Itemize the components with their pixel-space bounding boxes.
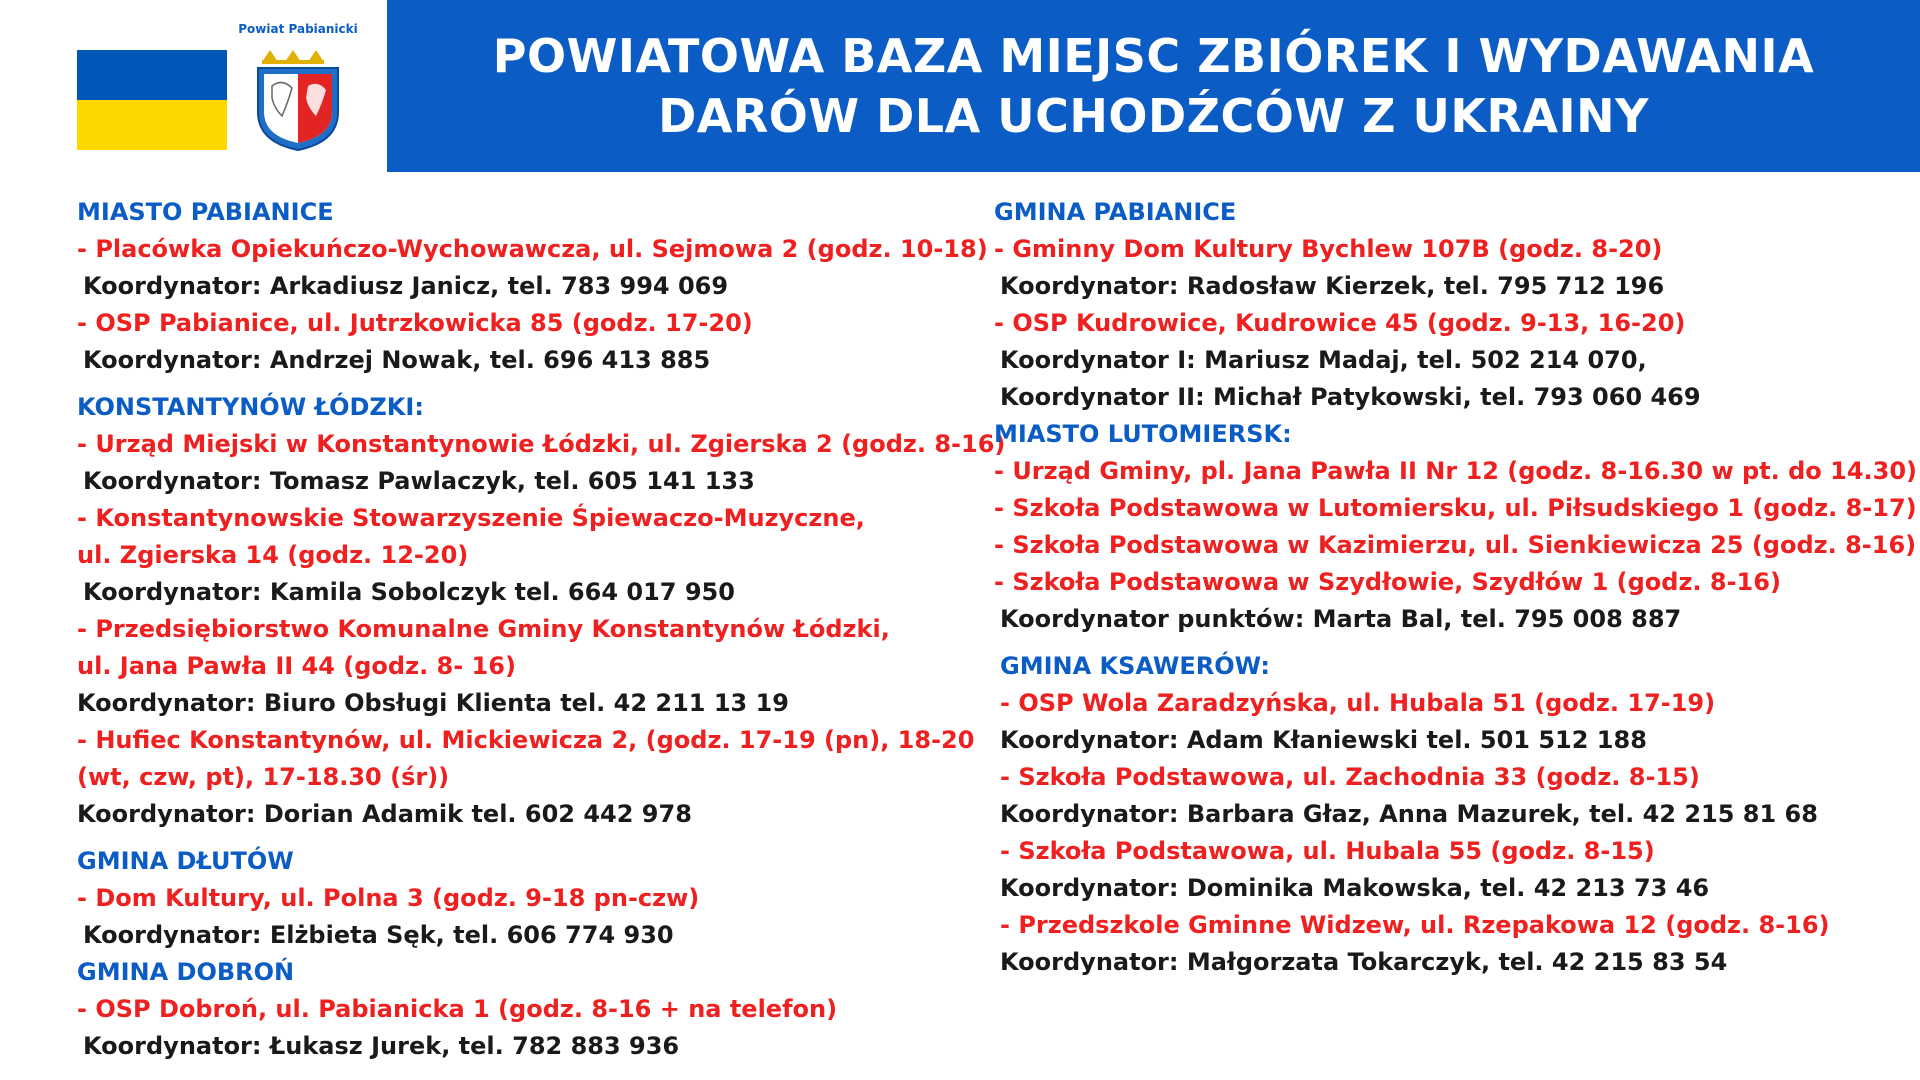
location-line: - OSP Wola Zaradzyńska, ul. Hubala 51 (godz. 17-19)	[1000, 689, 1716, 717]
location-line: - Urząd Miejski w Konstantynowie Łódzki, ul. Zgierska 2 (godz. 8-16)	[77, 430, 1006, 458]
title-banner	[387, 0, 1920, 172]
location-line: - Hufiec Konstantynów, ul. Mickiewicza 2, (godz. 17-19 (pn), 18-20	[77, 726, 975, 754]
flag-yellow-stripe	[77, 100, 227, 150]
page-title-line-2: DARÓW DLA UCHODŹCÓW Z UKRAINY	[658, 89, 1649, 143]
section-heading: GMINA KSAWERÓW:	[1000, 652, 1270, 680]
page-title-line-1: POWIATOWA BAZA MIEJSC ZBIÓREK I WYDAWANIA	[492, 29, 1815, 83]
right-column	[994, 194, 1918, 981]
ukraine-flag	[77, 50, 227, 150]
coordinator-line: Koordynator punktów: Marta Bal, tel. 795 008 887	[1000, 605, 1682, 633]
location-line: - OSP Kudrowice, Kudrowice 45 (godz. 9-13, 16-20)	[994, 309, 1686, 337]
left-column	[77, 194, 1006, 1065]
location-line: - Szkoła Podstawowa w Szydłowie, Szydłów 1 (godz. 8-16)	[994, 568, 1781, 596]
coordinator-line: Koordynator II: Michał Patykowski, tel. 793 060 469	[1000, 383, 1701, 411]
section-heading: GMINA DOBROŃ	[77, 958, 295, 986]
coordinator-line: Koordynator: Łukasz Jurek, tel. 782 883 936	[83, 1032, 680, 1060]
location-line: - Konstantynowskie Stowarzyszenie Śpiewaczo-Muzyczne,	[77, 504, 865, 532]
location-line: - Szkoła Podstawowa, ul. Zachodnia 33 (godz. 8-15)	[1000, 763, 1700, 791]
section-heading: MIASTO PABIANICE	[77, 198, 334, 226]
location-line: - Przedszkole Gminne Widzew, ul. Rzepakowa 12 (godz. 8-16)	[1000, 911, 1830, 939]
section-heading: GMINA DŁUTÓW	[77, 847, 294, 875]
location-line: - OSP Dobroń, ul. Pabianicka 1 (godz. 8-16 + na telefon)	[77, 995, 838, 1023]
coordinator-line: Koordynator: Adam Kłaniewski tel. 501 512 188	[1000, 726, 1647, 754]
section-heading: GMINA PABIANICE	[994, 198, 1237, 226]
logo-text: Powiat Pabianicki	[238, 22, 358, 36]
location-line: - Szkoła Podstawowa w Kazimierzu, ul. Sienkiewicza 25 (godz. 8-16)	[994, 531, 1917, 559]
location-line: - Dom Kultury, ul. Polna 3 (godz. 9-18 pn-czw)	[77, 884, 700, 912]
section-heading: MIASTO LUTOMIERSK:	[994, 420, 1292, 448]
coordinator-line: Koordynator: Arkadiusz Janicz, tel. 783 994 069	[83, 272, 729, 300]
location-line: - Urząd Gminy, pl. Jana Pawła II Nr 12 (godz. 8-16.30 w pt. do 14.30)	[994, 457, 1918, 485]
coordinator-line: Koordynator: Andrzej Nowak, tel. 696 413 885	[83, 346, 711, 374]
location-line: ul. Jana Pawła II 44 (godz. 8- 16)	[77, 652, 516, 680]
powiat-logo	[238, 22, 358, 162]
location-line: - Szkoła Podstawowa, ul. Hubala 55 (godz. 8-15)	[1000, 837, 1655, 865]
location-line: (wt, czw, pt), 17-18.30 (śr))	[77, 763, 450, 791]
location-line: - OSP Pabianice, ul. Jutrzkowicka 85 (godz. 17-20)	[77, 309, 753, 337]
coordinator-line: Koordynator: Elżbieta Sęk, tel. 606 774 930	[83, 921, 674, 949]
location-line: - Placówka Opiekuńczo-Wychowawcza, ul. Sejmowa 2 (godz. 10-18)	[77, 235, 988, 263]
coordinator-line: Koordynator: Dorian Adamik tel. 602 442 978	[77, 800, 692, 828]
coordinator-line: Koordynator I: Mariusz Madaj, tel. 502 214 070,	[1000, 346, 1647, 374]
location-line: - Gminny Dom Kultury Bychlew 107B (godz. 8-20)	[994, 235, 1663, 263]
coordinator-line: Koordynator: Małgorzata Tokarczyk, tel. 42 215 83 54	[1000, 948, 1728, 976]
coordinator-line: Koordynator: Tomasz Pawlaczyk, tel. 605 141 133	[83, 467, 755, 495]
coordinator-line: Koordynator: Dominika Makowska, tel. 42 213 73 46	[1000, 874, 1710, 902]
coordinator-line: Koordynator: Kamila Sobolczyk tel. 664 017 950	[83, 578, 735, 606]
section-heading: KONSTANTYNÓW ŁÓDZKI:	[77, 393, 424, 421]
coordinator-line: Koordynator: Radosław Kierzek, tel. 795 712 196	[1000, 272, 1665, 300]
location-line: - Szkoła Podstawowa w Lutomiersku, ul. Piłsudskiego 1 (godz. 8-17)	[994, 494, 1917, 522]
coordinator-line: Koordynator: Barbara Głaz, Anna Mazurek, tel. 42 215 81 68	[1000, 800, 1818, 828]
location-line: ul. Zgierska 14 (godz. 12-20)	[77, 541, 469, 569]
coat-of-arms-icon	[252, 42, 344, 152]
flag-blue-stripe	[77, 50, 227, 100]
coordinator-line: Koordynator: Biuro Obsługi Klienta tel. 42 211 13 19	[77, 689, 789, 717]
location-line: - Przedsiębiorstwo Komunalne Gminy Konstantynów Łódzki,	[77, 615, 890, 643]
